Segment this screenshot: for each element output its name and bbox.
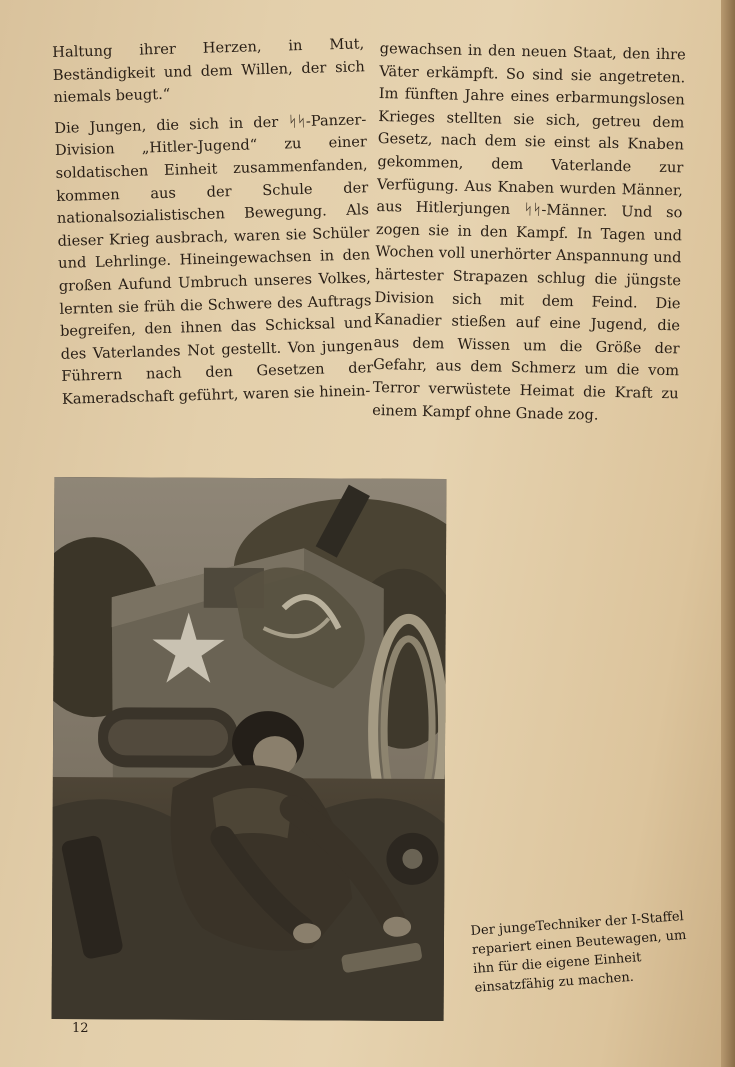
photo-caption: Der jungeTechniker der I-Staffel repariert einen Beutewagen, um ihn für die eigene Einheit einsatzfähig zu machen. [470, 909, 687, 996]
left-text-column [52, 33, 374, 419]
left-paragraph-1: Haltung ihrer Herzen, in Mut, Beständigkeit und dem Willen, der sich niemals beugt.“ [52, 35, 366, 107]
right-text-column [372, 38, 686, 436]
photograph [52, 477, 447, 1021]
photograph-illustration [52, 477, 447, 1021]
page-number: 12 [72, 1021, 89, 1036]
right-paragraph-1: gewachsen in den neuen Staat, den ihre Väter erkämpft. So sind sie angetreten. Im fünften Jahre eines erbarmungslosen Krieges stellten sie sich, getreu dem Gesetz, nach dem sie einst als Knaben gekommen, dem Vaterlande zur Verfügung. Aus Knaben wurden Männer, aus Hitlerjungen ᛋᛋ-Männer. Und so zogen sie in den Kampf. In Tagen und Wochen voll unerhörter Anspannung und härtester Strapazen schlug die jüngste Division sich mit dem Feind. Die Kanadier stießen auf eine Jugend, die aus dem Wissen um die Größe der Gefahr, aus dem Schmerz um die vom Terror verwüstete Heimat die Kraft zu einem Kampf ohne Gnade zog. [372, 39, 686, 424]
left-paragraph-2: Die Jungen, die sich in der ᛋᛋ-Panzer-Division „Hitler-Jugend“ zu einer soldatischen Einheit zusammenfanden, kommen aus der Schule der nationalsozialistischen Bewegung. Als dieser Krieg ausbrach, waren sie Schüler und Lehrlinge. Hineingewachsen in den großen Aufund Umbruch unseres Volkes, lernten sie früh die Schwere des Auftrags begreifen, den ihnen das Schicksal und des Vaterlandes Not gestellt. Von jungen Führern nach den Gesetzen der Kameradschaft geführt, waren sie hinein- [54, 111, 374, 408]
page-edge [721, 0, 735, 1067]
